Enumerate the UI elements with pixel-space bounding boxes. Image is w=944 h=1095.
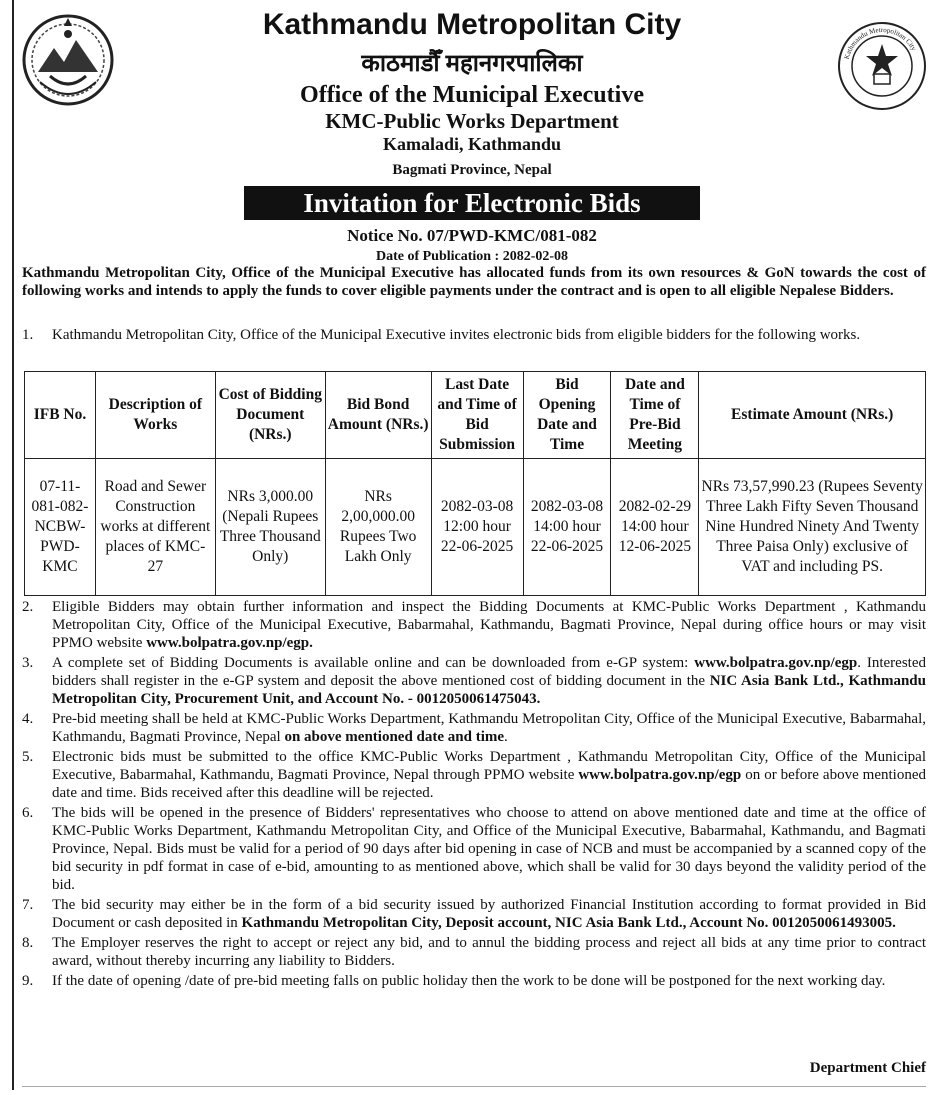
clause-text: A complete set of Bidding Documents is available online and can be downloaded from e-GP system: (52, 655, 695, 671)
clause-5 (22, 748, 926, 802)
deposit-account: Kathmandu Metropolitan City, Deposit account, NIC Asia Bank Ltd., Account No. 0012050061493005. (241, 915, 896, 931)
city-name-english: Kathmandu Metropolitan City (262, 8, 682, 41)
clause-number: 9. (22, 973, 34, 989)
column-header: Cost of Bidding Document (NRs.) (215, 372, 325, 459)
ppmo-website-link[interactable]: www.bolpatra.gov.np/egp. (146, 635, 313, 651)
document-cost-cell: NRs 3,000.00 (Nepali Rupees Three Thousand Only) (215, 459, 325, 596)
clause-text: If the date of opening /date of pre-bid meeting falls on public holiday then the work to be done will be postponed for the next working day. (52, 973, 886, 989)
egp-website-link[interactable]: www.bolpatra.gov.np/egp (694, 655, 858, 671)
seal-ring-text: Kathmandu Metropolitan City (842, 25, 918, 61)
clause-list-bottom (22, 598, 926, 992)
clause-text: Pre-bid meeting shall be held at KMC-Public Works Department, Kathmandu Metropolitan City, Office of the Municipal Executive, Babarmahal, Kathmandu, Bagmati Province, Nepal (52, 711, 926, 745)
clause-number: 1. (22, 327, 34, 343)
clause-list-top (22, 326, 926, 344)
clause-number: 7. (22, 897, 34, 913)
clause-number: 5. (22, 749, 34, 765)
clause-6 (22, 804, 926, 894)
address-line-2: Bagmati Province, Nepal (392, 162, 552, 178)
column-header: Date and Time of Pre-Bid Meeting (611, 372, 699, 459)
clause-text: The bids will be opened in the presence of Bidders' representatives who choose to attend on above mentioned date and time at the office of KMC-Public Works Department, Kathmandu Metropolitan City, and Office of the Municipal Executive, Babarmahal, Kathmandu, and Bagmati Province, Nepal. Bids must be valid for a period of 90 days after bid opening in case of NCB and must be accompanied by a scanned copy of the bid security in pdf format in case of e-bid, amounting to as mentioned above, which shall be valid for 30 days beyond the validity period of the bid. (52, 805, 926, 893)
pre-bid-meeting-cell: 2082-02-29 14:00 hour 12-06-2025 (611, 459, 699, 596)
city-name-nepali: काठमाडौँ महानगरपालिका (361, 51, 583, 77)
clause-text: . Interested bidders shall register in the e-GP system and deposit the above mentioned cost of bidding document in the (52, 655, 927, 689)
clause-text: Electronic bids must be submitted to the office KMC-Public Works Department , Kathmandu Metropolitan City, Office of the Municipal Executive, Babarmahal, Kathmandu, Bagmati Province, Nepal through PPMO website (52, 749, 926, 783)
column-header: Bid Bond Amount (NRs.) (325, 372, 431, 459)
clause-text: Kathmandu Metropolitan City, Office of the Municipal Executive invites electronic bids from eligible bidders for the following works. (52, 327, 861, 343)
clause-text: . (504, 729, 508, 745)
clause-text: on or before above mentioned date and time. Bids received after this deadline will be rejected. (52, 767, 926, 801)
clause-2 (22, 598, 926, 652)
clause-number: 6. (22, 805, 34, 821)
clause-8 (22, 934, 926, 970)
ifb-number-cell: 07-11-081-082-NCBW-PWD-KMC (25, 459, 96, 596)
intro-paragraph: Kathmandu Metropolitan City, Office of the Municipal Executive has allocated funds from its own resources & GoN towards the cost of following works and intends to apply the funds to cover eligible payments under the contract and is open to all eligible Nepalese Bidders. (22, 265, 926, 299)
procurement-account: NIC Asia Bank Ltd., Kathmandu Metropolitan City, Procurement Unit, and Account No. - 0012050061475043. (52, 673, 926, 707)
bids-table (24, 371, 926, 596)
description-cell: Road and Sewer Construction works at different places of KMC-27 (95, 459, 215, 596)
nepal-emblem-icon (20, 12, 116, 108)
clause-7 (22, 896, 926, 932)
address-line-1: Kamaladi, Kathmandu (382, 134, 562, 154)
column-header: Bid Opening Date and Time (523, 372, 611, 459)
department-name: KMC-Public Works Department (325, 109, 619, 133)
clause-9 (22, 972, 926, 990)
notice-title-banner: Invitation for Electronic Bids (244, 186, 700, 220)
column-header: IFB No. (25, 372, 96, 459)
bid-opening-cell: 2082-03-08 14:00 hour 22-06-2025 (523, 459, 611, 596)
ppmo-website-link[interactable]: www.bolpatra.gov.np/egp (578, 767, 742, 783)
table-row (25, 459, 926, 596)
clause-emphasis: on above mentioned date and time (284, 729, 505, 745)
notice-number: Notice No. 07/PWD-KMC/081-082 (347, 226, 597, 245)
clause-1 (22, 326, 926, 344)
clause-4 (22, 710, 926, 746)
signature-line: Department Chief (809, 1060, 926, 1076)
clause-number: 4. (22, 711, 34, 727)
clause-text: Eligible Bidders may obtain further information and inspect the Bidding Documents at KMC-Public Works Department , Kathmandu Metropolitan City, Office of the Municipal Executive, Babarmahal, Kathmandu, Bagmati Province, Nepal during office hours or may visit PPMO website (52, 599, 926, 651)
column-header: Last Date and Time of Bid Submission (431, 372, 523, 459)
clause-number: 3. (22, 655, 34, 671)
clause-3 (22, 654, 926, 708)
column-header: Description of Works (95, 372, 215, 459)
divider (22, 1086, 926, 1087)
clause-number: 2. (22, 599, 34, 615)
submission-deadline-cell: 2082-03-08 12:00 hour 22-06-2025 (431, 459, 523, 596)
bid-bond-cell: NRs 2,00,000.00 Rupees Two Lakh Only (325, 459, 431, 596)
clause-text: The Employer reserves the right to accept or reject any bid, and to annul the bidding process and reject all bids at any time prior to contract award, without thereby incurring any liability to Bidders. (52, 935, 926, 969)
publication-date: Date of Publication : 2082-02-08 (375, 249, 569, 264)
table-header-row (25, 372, 926, 459)
kmc-seal-icon (836, 20, 928, 112)
column-header: Estimate Amount (NRs.) (699, 372, 926, 459)
office-name: Office of the Municipal Executive (300, 82, 644, 108)
estimate-amount-cell: NRs 73,57,990.23 (Rupees Seventy Three Lakh Fifty Seven Thousand Nine Hundred Ninety And Twenty Three Paisa Only) exclusive of VAT and including PS. (699, 459, 926, 596)
clause-text: The bid security may either be in the form of a bid security issued by authorized Financial Institution according to format provided in Bid Document or cash deposited in (52, 897, 926, 931)
clause-number: 8. (22, 935, 34, 951)
